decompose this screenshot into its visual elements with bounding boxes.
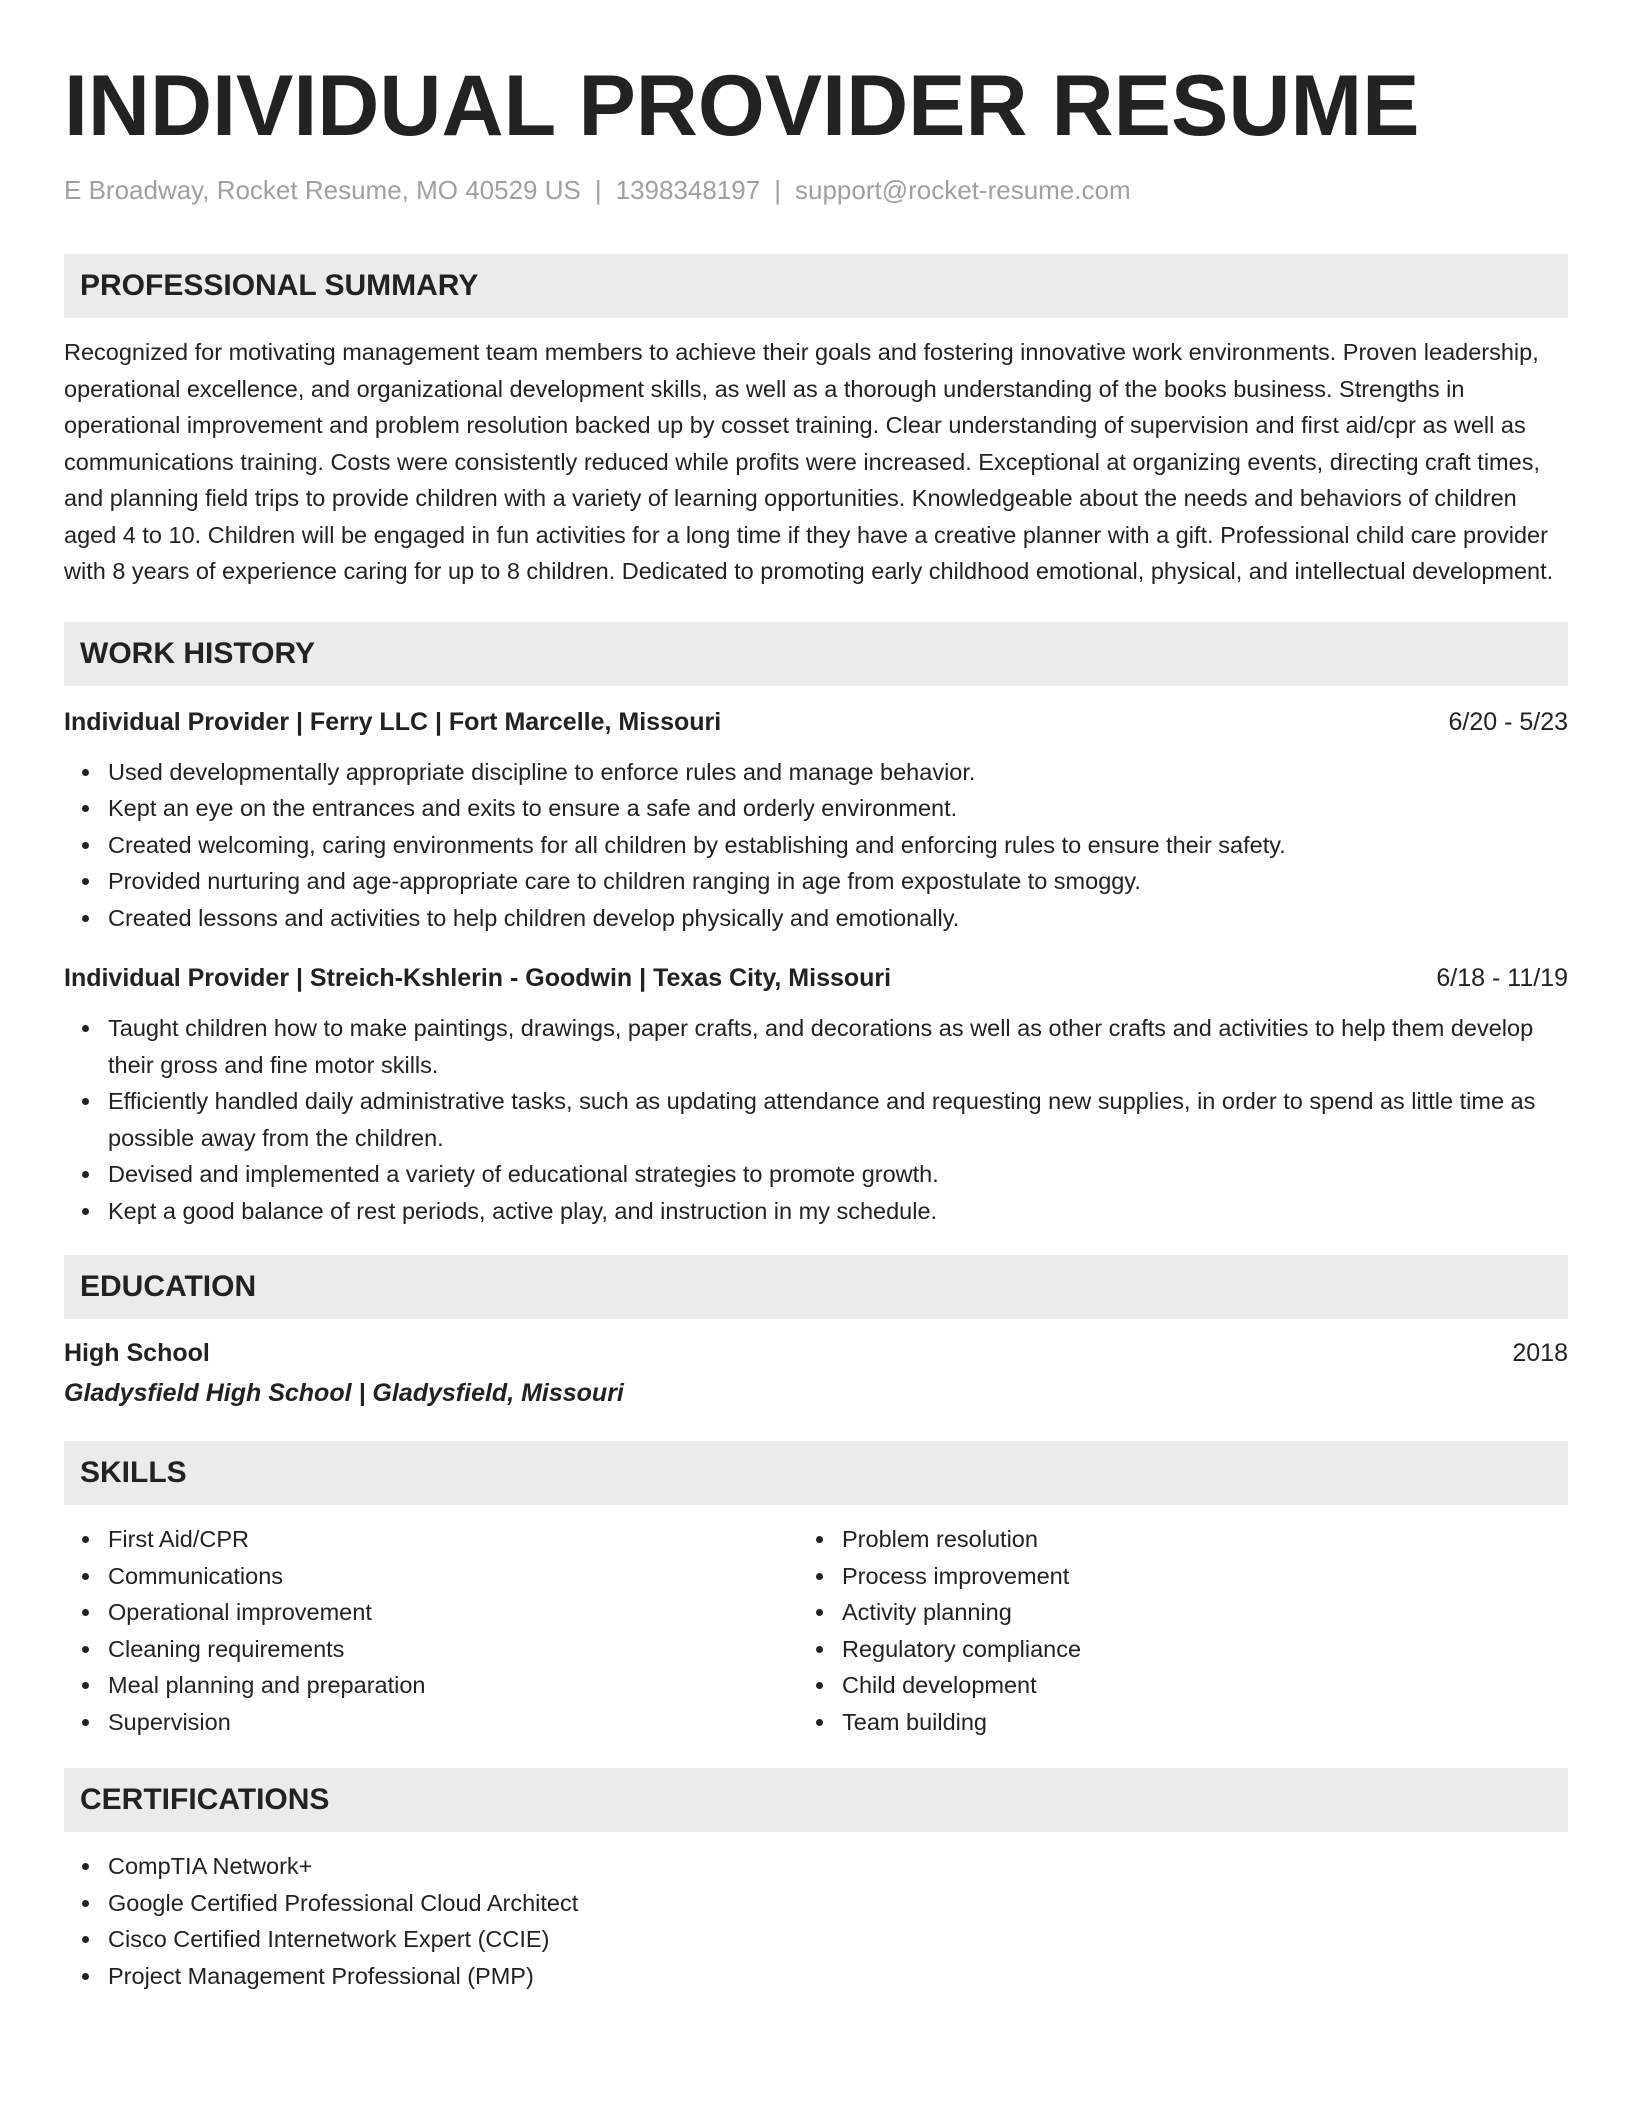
skill-item: Cleaning requirements — [108, 1631, 798, 1668]
skill-item: Process improvement — [842, 1558, 1532, 1595]
section-heading-work-history: WORK HISTORY — [64, 622, 1568, 686]
certification-item: CompTIA Network+ — [108, 1848, 1568, 1885]
job-title: Individual Provider | Ferry LLC | Fort Marcelle, Missouri — [64, 707, 722, 736]
job-entry — [64, 960, 1568, 1229]
section-heading-summary: PROFESSIONAL SUMMARY — [64, 254, 1568, 318]
list-item: Created lessons and activities to help children develop physically and emotionally. — [108, 900, 1568, 937]
list-item: Taught children how to make paintings, drawings, paper crafts, and decorations as well as other crafts and activities to help them develop their gross and fine motor skills. — [108, 1010, 1568, 1083]
contact-line — [64, 172, 1568, 208]
resume-name: INDIVIDUAL PROVIDER RESUME — [64, 58, 1420, 154]
list-item: Kept an eye on the entrances and exits to ensure a safe and orderly environment. — [108, 790, 1568, 827]
skill-item: Supervision — [108, 1704, 798, 1741]
list-item: Created welcoming, caring environments for all children by establishing and enforcing rules to ensure their safety. — [108, 827, 1568, 864]
skill-item: Child development — [842, 1667, 1532, 1704]
list-item: Provided nurturing and age-appropriate care to children ranging in age from expostulate to smoggy. — [108, 863, 1568, 900]
list-item: Used developmentally appropriate discipline to enforce rules and manage behavior. — [108, 754, 1568, 791]
certification-item: Cisco Certified Internetwork Expert (CCIE) — [108, 1921, 1568, 1958]
job-dates: 6/20 - 5/23 — [1448, 707, 1568, 736]
list-item: Efficiently handled daily administrative tasks, such as updating attendance and requesting new supplies, in order to spend as little time as possible away from the children. — [108, 1083, 1568, 1156]
section-heading-education: EDUCATION — [64, 1255, 1568, 1319]
job-bullets — [64, 754, 1568, 937]
education-degree: High School — [64, 1339, 210, 1367]
skill-item: Problem resolution — [842, 1521, 1532, 1558]
skill-item: Communications — [108, 1558, 798, 1595]
list-item: Devised and implemented a variety of educational strategies to promote growth. — [108, 1156, 1568, 1193]
contact-email: support@rocket-resume.com — [795, 175, 1131, 205]
education-year: 2018 — [1512, 1339, 1568, 1367]
education-school: Gladysfield High School | Gladysfield, Missouri — [64, 1379, 624, 1407]
certification-item: Google Certified Professional Cloud Architect — [108, 1885, 1568, 1922]
section-heading-skills: SKILLS — [64, 1441, 1568, 1505]
skill-item: Meal planning and preparation — [108, 1667, 798, 1704]
contact-separator: | — [774, 175, 781, 205]
job-header — [64, 960, 1568, 996]
job-title: Individual Provider | Streich-Kshlerin - Goodwin | Texas City, Missouri — [64, 964, 892, 992]
section-heading-certifications: CERTIFICATIONS — [64, 1768, 1568, 1832]
job-entry — [64, 704, 1568, 937]
skill-item: Activity planning — [842, 1594, 1532, 1631]
certifications-list — [64, 1848, 1568, 1994]
job-bullets — [64, 1010, 1568, 1229]
contact-phone: 1398348197 — [615, 175, 761, 205]
skills-list-left — [64, 1521, 798, 1740]
education-entry — [64, 1335, 1568, 1371]
skills-columns — [64, 1521, 1568, 1740]
skill-item: Operational improvement — [108, 1594, 798, 1631]
contact-address: E Broadway, Rocket Resume, MO 40529 US — [64, 175, 581, 205]
job-dates: 6/18 - 11/19 — [1436, 964, 1568, 992]
list-item: Kept a good balance of rest periods, active play, and instruction in my schedule. — [108, 1193, 1568, 1230]
skill-item: Regulatory compliance — [842, 1631, 1532, 1668]
skill-item: Team building — [842, 1704, 1532, 1741]
skill-item: First Aid/CPR — [108, 1521, 798, 1558]
certification-item: Project Management Professional (PMP) — [108, 1958, 1568, 1995]
job-header — [64, 704, 1568, 740]
summary-text: Recognized for motivating management team members to achieve their goals and fostering innovative work environments. Proven leadership, operational excellence, and organizational development skills, as well as a thorough understanding of the books business. Strengths in operational improvement and problem resolution backed up by cosset training. Clear understanding of supervision and first aid/cpr as well as communications training. Costs were consistently reduced while profits were increased. Exceptional at organizing events, directing craft times, and planning field trips to provide children with a variety of learning opportunities. Knowledgeable about the needs and behaviors of children aged 4 to 10. Children will be engaged in fun activities for a long time if they have a creative planner with a gift. Professional child care provider with 8 years of experience caring for up to 8 children. Dedicated to promoting early childhood emotional, physical, and intellectual development. — [64, 339, 1554, 584]
contact-separator: | — [594, 175, 602, 205]
skills-list-right — [798, 1521, 1532, 1740]
